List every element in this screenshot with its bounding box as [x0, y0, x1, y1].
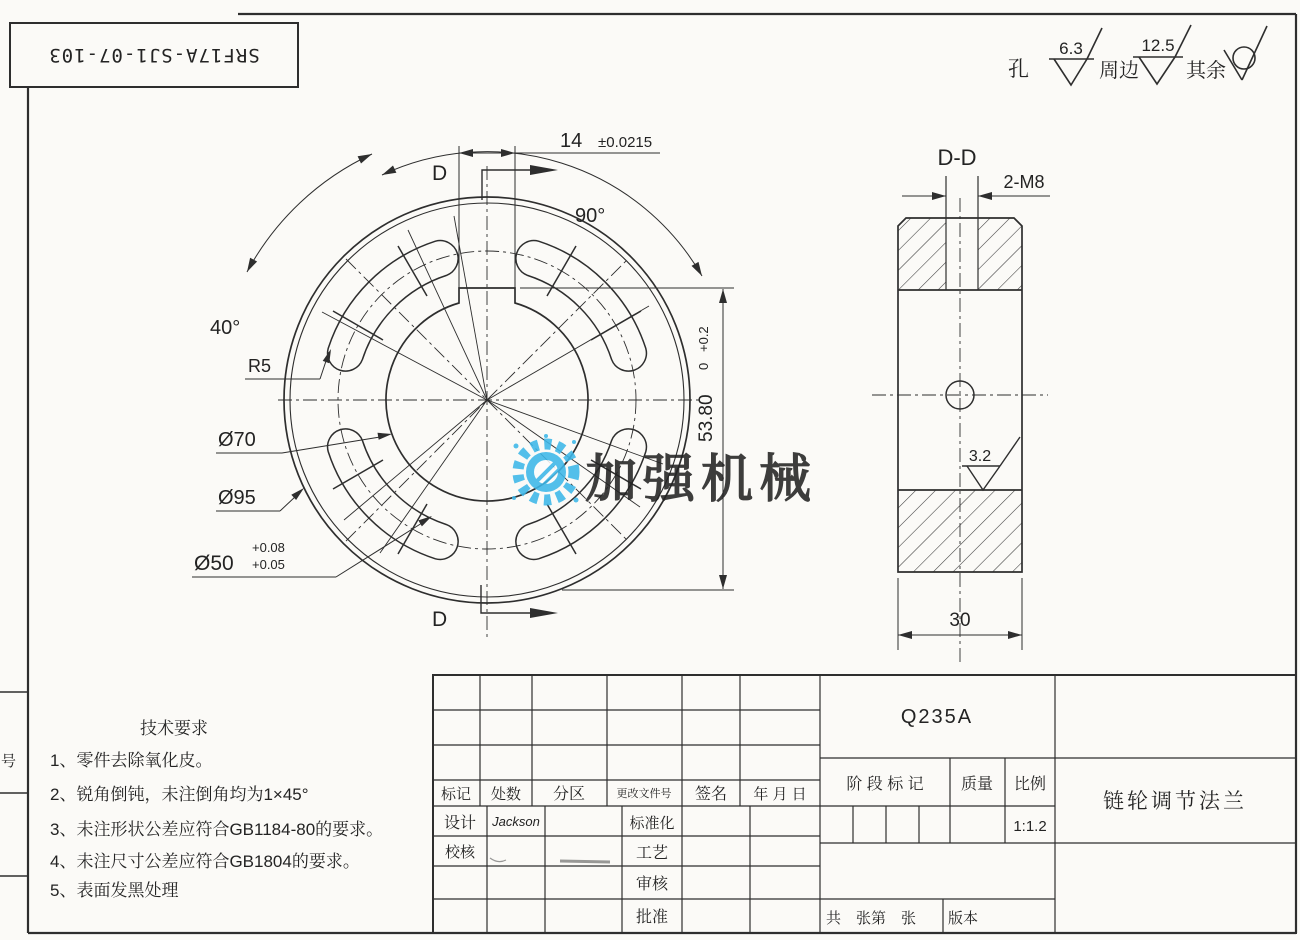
drawing-number: SRF17A-SJ1-07-103	[48, 44, 260, 66]
gear-logo-icon	[512, 434, 579, 503]
dim-dia95: Ø95	[218, 487, 256, 509]
audit-label: 审核	[635, 876, 669, 893]
angle-90: 90°	[575, 205, 606, 227]
col-date-label: 年 月 日	[753, 786, 807, 803]
margin-ticks	[0, 692, 27, 876]
edge-label: 周边	[1099, 60, 1139, 82]
approve-label: 批准	[635, 909, 669, 926]
hatch-top-left	[898, 218, 946, 290]
dim-5380-tol-lower: 0	[696, 362, 711, 370]
process-label: 工艺	[635, 845, 669, 862]
dim-r5: R5	[248, 356, 272, 376]
tech-requirements-title: 技术要求	[140, 719, 208, 738]
thread-hole-lines	[946, 176, 978, 290]
dim-2m8: 2-M8	[1003, 172, 1045, 192]
version-label: 版本	[948, 910, 979, 927]
section-view	[872, 145, 1050, 664]
col-zone-label: 分区	[552, 786, 586, 803]
hole-label: 孔	[1008, 58, 1029, 81]
dim-5380-tol-upper: +0.2	[696, 326, 711, 352]
tech-requirement-item: 3、未注形状公差应符合GB1184-80的要求。	[50, 820, 384, 839]
dim-dia70: Ø70	[218, 429, 256, 451]
rest-label: 其余	[1186, 60, 1226, 82]
section-title: D-D	[937, 145, 977, 170]
hole-roughness-value: 6.3	[1059, 39, 1083, 58]
tech-requirement-item: 1、零件去除氧化皮。	[50, 751, 213, 770]
angle-40: 40°	[210, 317, 241, 339]
col-sign-label: 签名	[694, 786, 728, 803]
tech-requirements	[50, 719, 383, 900]
dim-roughness-32: 3.2	[968, 448, 992, 465]
dim-5380: 53.80	[696, 394, 717, 442]
dim-14: 14	[560, 130, 583, 152]
drawing-number-box	[10, 23, 298, 87]
front-view-dimensions	[192, 130, 734, 631]
front-view	[278, 166, 702, 640]
centerlines	[278, 166, 702, 640]
dim-dia50: Ø50	[194, 552, 234, 575]
scale-label: 比例	[1013, 776, 1047, 793]
tech-requirement-item: 5、表面发黑处理	[50, 881, 179, 900]
col-count-label: 处数	[490, 786, 522, 803]
col-doc-label: 更改文件号	[616, 788, 672, 800]
material: Q235A	[900, 706, 974, 728]
watermark-text: 加强机械	[585, 451, 818, 509]
part-name: 链轮调节法兰	[1103, 790, 1247, 813]
watermark	[512, 434, 817, 509]
sheets-label: 共 张第 张	[826, 910, 917, 927]
tech-requirement-item: 4、未注尺寸公差应符合GB1804的要求。	[50, 852, 360, 871]
std-label: 标准化	[629, 815, 675, 832]
design-label: 设计	[443, 815, 477, 832]
section-letter-bottom: D	[432, 608, 448, 631]
design-name: Jackson	[492, 814, 540, 829]
dim-14-tol: ±0.0215	[598, 134, 653, 151]
surface-roughness-note	[1008, 25, 1267, 85]
tech-requirement-item: 2、锐角倒钝，未注倒角均为1×45°	[50, 785, 309, 804]
stage-mark-label: 阶 段 标 记	[846, 776, 924, 793]
hatch-top-right	[978, 218, 1022, 290]
dim-dia50-tol-upper: +0.08	[252, 540, 285, 555]
title-block	[433, 675, 1296, 933]
dim-dia50-tol-lower: +0.05	[252, 557, 285, 572]
weight-label: 质量	[960, 776, 994, 793]
section-letter-top: D	[432, 162, 448, 185]
margin-label: 号	[1, 753, 17, 770]
edge-roughness-value: 12.5	[1141, 36, 1175, 55]
dim-30: 30	[949, 610, 971, 631]
scale-value: 1:1.2	[1013, 818, 1047, 835]
col-mark-label: 标记	[440, 786, 472, 803]
signature-mark	[490, 858, 506, 862]
roughness-symbol-rest	[1224, 26, 1267, 80]
check-label: 校核	[444, 844, 476, 861]
scan-smudge	[560, 861, 610, 862]
